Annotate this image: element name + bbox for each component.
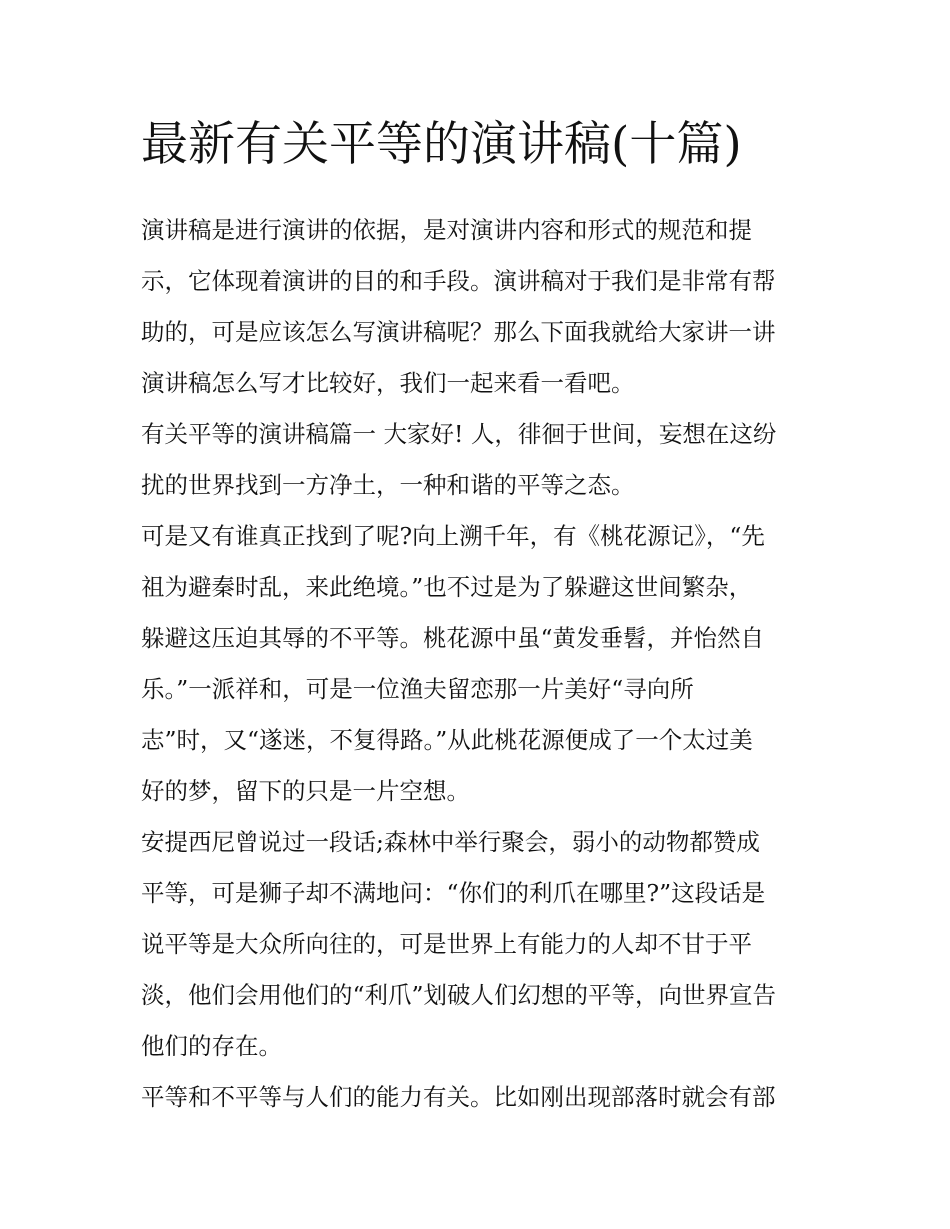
text-line: 好的梦，留下的只是一片空想。 <box>141 777 470 805</box>
text-line: 演讲稿是进行演讲的依据，是对演讲内容和形式的规范和提 <box>141 216 752 244</box>
text-line: 可是又有谁真正找到了呢?向上溯千年，有《桃花源记》，“先 <box>141 522 765 550</box>
text-line: 躲避这压迫其辱的不平等。桃花源中虽“黄发垂髫，并怡然自 <box>141 624 765 652</box>
text-line: 示，它体现着演讲的目的和手段。演讲稿对于我们是非常有帮 <box>141 267 776 295</box>
document-title: 最新有关平等的演讲稿(十篇) <box>141 117 742 172</box>
document-body <box>141 205 811 1123</box>
text-line: 扰的世界找到一方净土，一种和谐的平等之态。 <box>141 471 635 499</box>
text-line: 祖为避秦时乱，来此绝境。”也不过是为了躲避这世间繁杂， <box>141 573 753 601</box>
text-line: 助的，可是应该怎么写演讲稿呢？那么下面我就给大家讲一讲 <box>141 318 776 346</box>
text-line: 淡，他们会用他们的“利爪”划破人们幻想的平等，向世界宣告 <box>141 981 777 1009</box>
text-line: 演讲稿怎么写才比较好，我们一起来看一看吧。 <box>141 369 635 397</box>
text-line: 志”时，又“遂迷，不复得路。”从此桃花源便成了一个太过美 <box>141 726 753 754</box>
text-line: 他们的存在。 <box>141 1032 282 1060</box>
text-line: 安提西尼曾说过一段话;森林中举行聚会，弱小的动物都赞成 <box>141 828 760 856</box>
text-line: 平等，可是狮子却不满地问：“你们的利爪在哪里?”这段话是 <box>141 879 766 907</box>
text-line: 有关平等的演讲稿篇一 大家好! 人，徘徊于世间，妄想在这纷 <box>141 420 777 448</box>
text-line: 平等和不平等与人们的能力有关。比如刚出现部落时就会有部 <box>141 1083 776 1111</box>
text-line: 说平等是大众所向往的，可是世界上有能力的人却不甘于平 <box>141 930 752 958</box>
text-line: 乐。”一派祥和，可是一位渔夫留恋那一片美好“寻向所 <box>141 675 694 703</box>
